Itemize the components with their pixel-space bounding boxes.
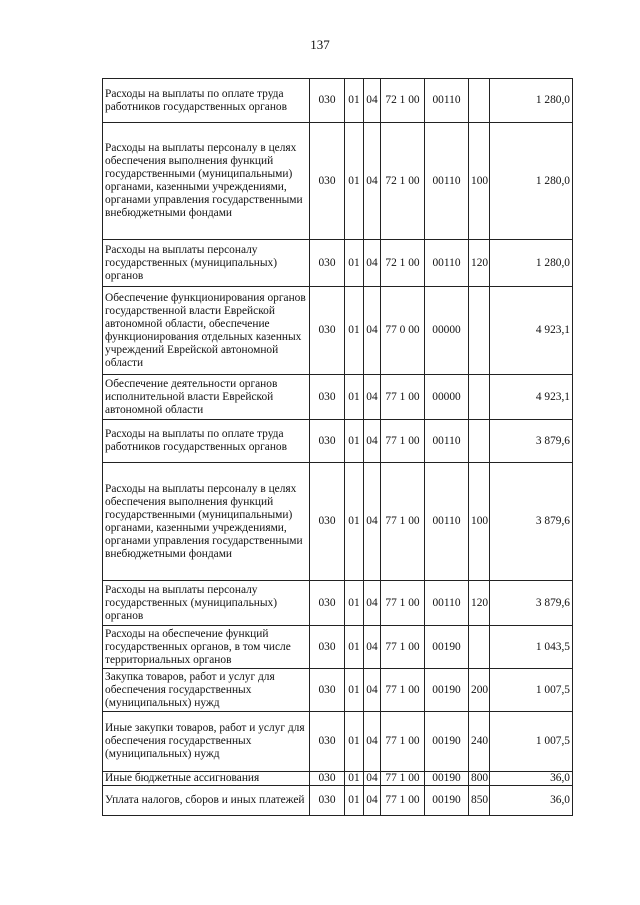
amount: 36,0: [490, 786, 573, 816]
program-code: 77 1 00: [381, 712, 425, 772]
expense-type-code: 800: [469, 772, 490, 786]
program-code: 77 0 00: [381, 287, 425, 375]
table-row: [103, 79, 573, 123]
budget-table: [102, 78, 573, 816]
program-code: 77 1 00: [381, 420, 425, 463]
admin-code: 030: [310, 123, 345, 240]
admin-code: 030: [310, 375, 345, 420]
section-code: 01: [345, 463, 364, 581]
page-number: 137: [310, 37, 330, 52]
subsection-code: 04: [364, 123, 381, 240]
subsection-code: 04: [364, 375, 381, 420]
expense-type-code: 240: [469, 712, 490, 772]
subsection-code: 04: [364, 669, 381, 712]
amount: 3 879,6: [490, 581, 573, 626]
table-row: [103, 786, 573, 816]
direction-code: 00110: [425, 463, 469, 581]
direction-code: 00190: [425, 626, 469, 669]
section-code: 01: [345, 669, 364, 712]
section-code: 01: [345, 240, 364, 287]
expense-name: Иные закупки товаров, работ и услуг для обеспечения государственных (муниципальных) нужд: [103, 712, 310, 772]
amount: 3 879,6: [490, 420, 573, 463]
expense-name: Обеспечение деятельности органов исполнительной власти Еврейской автономной области: [103, 375, 310, 420]
admin-code: 030: [310, 463, 345, 581]
expense-name: Расходы на выплаты персоналу государственных (муниципальных) органов: [103, 240, 310, 287]
direction-code: 00110: [425, 420, 469, 463]
table-row: [103, 626, 573, 669]
section-code: 01: [345, 375, 364, 420]
table-row: [103, 375, 573, 420]
expense-type-code: [469, 626, 490, 669]
expense-name: Расходы на выплаты персоналу в целях обеспечения выполнения функций государственными (муниципальными) органами, казенными учреждениями, органами управления государственными внебюджетными фондами: [103, 123, 310, 240]
direction-code: 00110: [425, 240, 469, 287]
table-row: [103, 287, 573, 375]
program-code: 77 1 00: [381, 463, 425, 581]
section-code: 01: [345, 420, 364, 463]
admin-code: 030: [310, 581, 345, 626]
expense-name: Закупка товаров, работ и услуг для обеспечения государственных (муниципальных) нужд: [103, 669, 310, 712]
expense-name: Расходы на выплаты персоналу в целях обеспечения выполнения функций государственными (муниципальными) органами, казенными учреждениями, органами управления государственными внебюджетными фондами: [103, 463, 310, 581]
amount: 4 923,1: [490, 375, 573, 420]
subsection-code: 04: [364, 79, 381, 123]
expense-name: Иные бюджетные ассигнования: [103, 772, 310, 786]
subsection-code: 04: [364, 287, 381, 375]
expense-name: Обеспечение функционирования органов государственной власти Еврейской автономной области, обеспечение функционирования отдельных казенных учреждений Еврейской автономной области: [103, 287, 310, 375]
amount: 1 007,5: [490, 669, 573, 712]
expense-type-code: [469, 420, 490, 463]
subsection-code: 04: [364, 626, 381, 669]
expense-type-code: 100: [469, 123, 490, 240]
direction-code: 00000: [425, 287, 469, 375]
section-code: 01: [345, 287, 364, 375]
section-code: 01: [345, 786, 364, 816]
amount: 1 280,0: [490, 79, 573, 123]
admin-code: 030: [310, 79, 345, 123]
expense-name: Расходы на обеспечение функций государственных органов, в том числе территориальных органов: [103, 626, 310, 669]
expense-type-code: 120: [469, 581, 490, 626]
section-code: 01: [345, 123, 364, 240]
admin-code: 030: [310, 669, 345, 712]
amount: 1 043,5: [490, 626, 573, 669]
direction-code: 00190: [425, 772, 469, 786]
direction-code: 00110: [425, 581, 469, 626]
table-row: [103, 420, 573, 463]
direction-code: 00190: [425, 669, 469, 712]
direction-code: 00000: [425, 375, 469, 420]
section-code: 01: [345, 79, 364, 123]
expense-name: Расходы на выплаты персоналу государственных (муниципальных) органов: [103, 581, 310, 626]
program-code: 72 1 00: [381, 79, 425, 123]
subsection-code: 04: [364, 463, 381, 581]
amount: 1 280,0: [490, 240, 573, 287]
table-row: [103, 772, 573, 786]
table-row: [103, 669, 573, 712]
expense-type-code: [469, 287, 490, 375]
program-code: 77 1 00: [381, 669, 425, 712]
admin-code: 030: [310, 786, 345, 816]
amount: 36,0: [490, 772, 573, 786]
amount: 4 923,1: [490, 287, 573, 375]
subsection-code: 04: [364, 420, 381, 463]
expense-name: Уплата налогов, сборов и иных платежей: [103, 786, 310, 816]
section-code: 01: [345, 626, 364, 669]
expense-type-code: 100: [469, 463, 490, 581]
expense-type-code: 120: [469, 240, 490, 287]
program-code: 72 1 00: [381, 123, 425, 240]
section-code: 01: [345, 772, 364, 786]
expense-type-code: 850: [469, 786, 490, 816]
subsection-code: 04: [364, 581, 381, 626]
program-code: 77 1 00: [381, 581, 425, 626]
table-row: [103, 240, 573, 287]
subsection-code: 04: [364, 772, 381, 786]
program-code: 77 1 00: [381, 375, 425, 420]
admin-code: 030: [310, 240, 345, 287]
table-row: [103, 463, 573, 581]
admin-code: 030: [310, 420, 345, 463]
amount: 1 280,0: [490, 123, 573, 240]
admin-code: 030: [310, 287, 345, 375]
expense-type-code: 200: [469, 669, 490, 712]
direction-code: 00190: [425, 712, 469, 772]
amount: 1 007,5: [490, 712, 573, 772]
program-code: 77 1 00: [381, 772, 425, 786]
table-row: [103, 123, 573, 240]
program-code: 77 1 00: [381, 626, 425, 669]
program-code: 72 1 00: [381, 240, 425, 287]
amount: 3 879,6: [490, 463, 573, 581]
section-code: 01: [345, 581, 364, 626]
table-row: [103, 712, 573, 772]
program-code: 77 1 00: [381, 786, 425, 816]
table-row: [103, 581, 573, 626]
expense-type-code: [469, 375, 490, 420]
section-code: 01: [345, 712, 364, 772]
expense-type-code: [469, 79, 490, 123]
expense-name: Расходы на выплаты по оплате труда работников государственных органов: [103, 420, 310, 463]
subsection-code: 04: [364, 712, 381, 772]
direction-code: 00110: [425, 123, 469, 240]
expense-name: Расходы на выплаты по оплате труда работников государственных органов: [103, 79, 310, 123]
subsection-code: 04: [364, 786, 381, 816]
admin-code: 030: [310, 626, 345, 669]
direction-code: 00190: [425, 786, 469, 816]
subsection-code: 04: [364, 240, 381, 287]
admin-code: 030: [310, 772, 345, 786]
admin-code: 030: [310, 712, 345, 772]
direction-code: 00110: [425, 79, 469, 123]
